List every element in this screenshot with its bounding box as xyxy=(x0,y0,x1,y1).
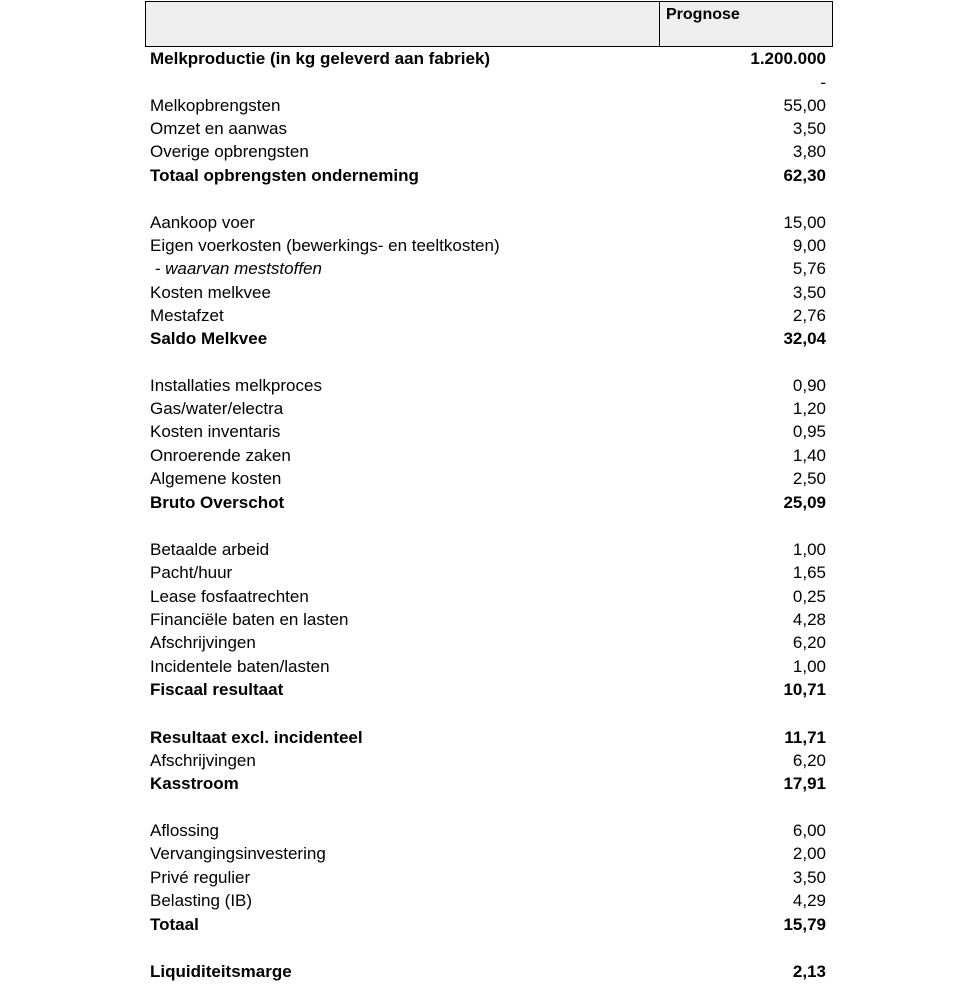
table-row xyxy=(150,398,826,420)
table-row xyxy=(150,468,826,490)
row-value: 6,20 xyxy=(792,633,826,652)
table-row xyxy=(150,679,826,701)
table-row xyxy=(150,890,826,912)
row-label: Installaties melkproces xyxy=(150,376,322,395)
table-row xyxy=(150,586,826,608)
row-value: 1,20 xyxy=(792,399,826,418)
row-label: Gas/water/electra xyxy=(150,399,284,418)
row-label: Resultaat excl. incidenteel xyxy=(150,728,363,747)
row-label: Privé regulier xyxy=(150,868,251,887)
table-row xyxy=(150,445,826,467)
row-label: Aflossing xyxy=(150,821,219,840)
row-label: Betaalde arbeid xyxy=(150,540,270,559)
table-row xyxy=(150,750,826,772)
row-label: Overige opbrengsten xyxy=(150,142,309,161)
row-label: Mestafzet xyxy=(150,306,224,325)
row-label: Afschrijvingen xyxy=(150,751,256,770)
row-value: 1,40 xyxy=(792,446,826,465)
row-value: 0,95 xyxy=(792,422,826,441)
row-label: Vervangingsinvestering xyxy=(150,844,326,863)
row-value: 55,00 xyxy=(783,96,826,115)
table-row xyxy=(150,48,826,70)
table-row xyxy=(150,867,826,889)
table-row xyxy=(150,282,826,304)
row-value: 2,76 xyxy=(792,306,826,325)
table-row xyxy=(150,727,826,749)
row-label: Aankoop voer xyxy=(150,213,255,232)
row-label: Onroerende zaken xyxy=(150,446,291,465)
row-label: Belasting (IB) xyxy=(150,891,253,910)
row-value: 25,09 xyxy=(783,493,826,512)
row-label: Lease fosfaatrechten xyxy=(150,587,309,606)
row-value: 3,50 xyxy=(792,868,826,887)
row-value: 17,91 xyxy=(783,774,826,793)
row-label: Eigen voerkosten (bewerkings- en teeltkosten) xyxy=(150,236,500,255)
table-row xyxy=(150,773,826,795)
table-row xyxy=(150,492,826,514)
row-value: 2,13 xyxy=(792,962,826,981)
row-value: 11,71 xyxy=(784,728,826,747)
table-row xyxy=(150,328,826,350)
row-value: 4,28 xyxy=(792,610,826,629)
row-label: Incidentele baten/lasten xyxy=(150,657,330,676)
row-value: 2,00 xyxy=(792,844,826,863)
row-value: 6,00 xyxy=(792,821,826,840)
table-row xyxy=(150,165,826,187)
row-label: Liquiditeitsmarge xyxy=(150,962,292,981)
row-label: Omzet en aanwas xyxy=(150,119,288,138)
row-label: - waarvan meststoffen xyxy=(150,259,322,278)
table-row xyxy=(150,820,826,842)
table-row xyxy=(150,72,826,94)
row-value: 15,79 xyxy=(783,915,826,934)
row-label: Melkopbrengsten xyxy=(150,96,281,115)
row-label: Melkproductie (in kg geleverd aan fabriek) xyxy=(150,49,491,68)
row-value: 1.200.000 xyxy=(750,49,826,68)
table-row xyxy=(150,609,826,631)
table-row xyxy=(150,212,826,234)
table-row xyxy=(150,375,826,397)
row-label: Kasstroom xyxy=(150,774,239,793)
row-value: 5,76 xyxy=(792,259,826,278)
row-value: 32,04 xyxy=(783,329,826,348)
row-value: 0,90 xyxy=(792,376,826,395)
row-value: 9,00 xyxy=(792,236,826,255)
row-value: 1,00 xyxy=(792,657,826,676)
row-value: 3,50 xyxy=(792,119,826,138)
row-value: 62,30 xyxy=(783,166,826,185)
table-row xyxy=(150,421,826,443)
row-value: 6,20 xyxy=(792,751,826,770)
row-value: 2,50 xyxy=(792,469,826,488)
table-row xyxy=(150,539,826,561)
table-row xyxy=(150,235,826,257)
row-value: 0,25 xyxy=(792,587,826,606)
row-value: - xyxy=(820,73,826,92)
table-row xyxy=(150,258,826,280)
row-value: 15,00 xyxy=(783,213,826,232)
row-value: 1,65 xyxy=(792,563,826,582)
table-row xyxy=(150,305,826,327)
row-label: Bruto Overschot xyxy=(150,493,285,512)
row-label: Totaal opbrengsten onderneming xyxy=(150,166,419,185)
table-row xyxy=(150,141,826,163)
row-label: Afschrijvingen xyxy=(150,633,256,652)
row-value: 4,29 xyxy=(792,891,826,910)
table-row xyxy=(150,95,826,117)
row-label: Financiële baten en lasten xyxy=(150,610,349,629)
row-value: 10,71 xyxy=(783,680,826,699)
row-value: 1,00 xyxy=(792,540,826,559)
row-label: Fiscaal resultaat xyxy=(150,680,284,699)
row-label: Saldo Melkvee xyxy=(150,329,268,348)
table-row xyxy=(150,562,826,584)
row-value: 3,80 xyxy=(792,142,826,161)
table-row xyxy=(150,632,826,654)
row-label: Totaal xyxy=(150,915,199,934)
header-prognose: Prognose xyxy=(660,2,832,46)
row-label: Pacht/huur xyxy=(150,563,233,582)
table-row xyxy=(150,656,826,678)
table-row xyxy=(150,914,826,936)
table-row xyxy=(150,118,826,140)
row-label: Algemene kosten xyxy=(150,469,282,488)
row-value: 3,50 xyxy=(792,283,826,302)
table-row xyxy=(150,961,826,983)
row-label: Kosten inventaris xyxy=(150,422,281,441)
table-row xyxy=(150,843,826,865)
row-label: Kosten melkvee xyxy=(150,283,271,302)
